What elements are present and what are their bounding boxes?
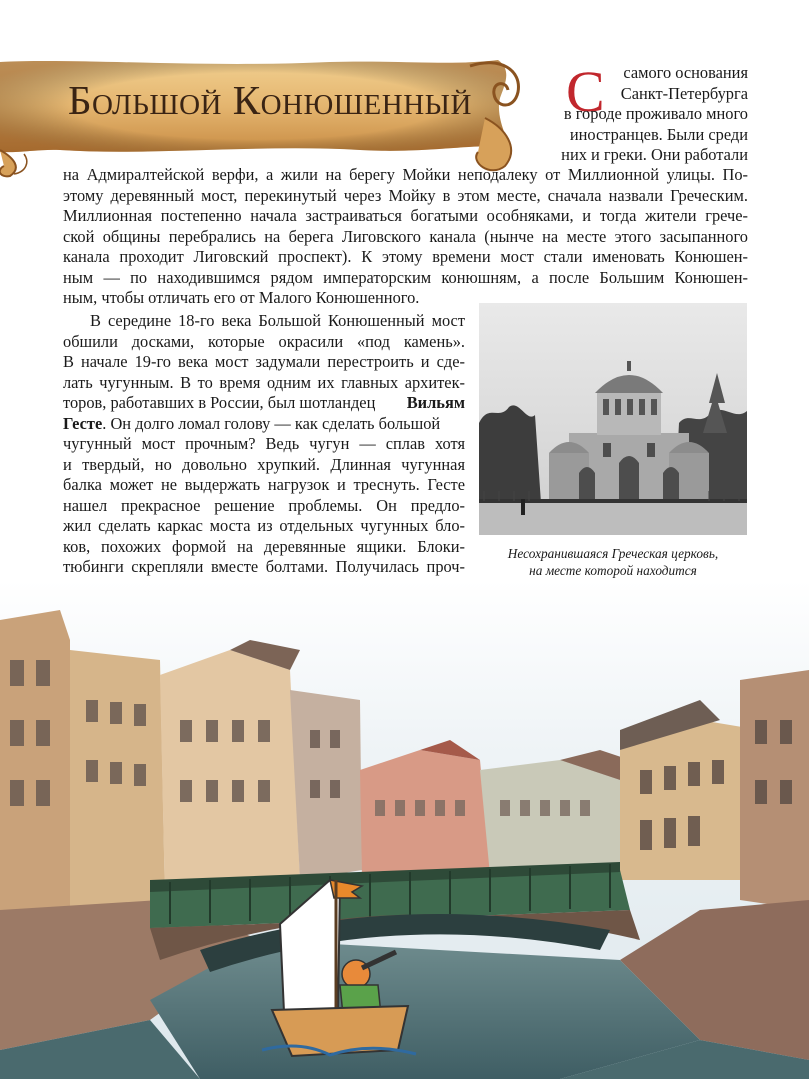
watercolor-scene [0,580,809,1079]
text-line: ным, чтобы отличать его от Малого Конюшенного. [63,288,420,307]
text-line: тюбинги скрепляли вместе болтами. Получилась проч- [63,557,465,576]
intro-line: самого основания [623,63,748,82]
text-line: В начале 19-го века мост задумали перестроить и сде- [63,352,465,371]
church-photo-graphic [479,303,747,535]
text-line: Миллионная постепенно начала застраиваться богатыми особняками, и тогда жители грече- [63,206,748,225]
intro-line: них и греки. Они работали [561,145,748,164]
text-span: торов, работавших в России, был шотландец [63,393,376,412]
text-line: на Адмиралтейской верфи, а жили на берегу Мойки неподалеку от Миллионной улицы. По- [63,165,748,184]
text-line: канала проходит Лиговский проспект). К этому времени мост стали именовать Конюшен- [63,247,748,266]
caption-line: на месте которой находится [529,562,697,578]
text-line: и твердый, но довольно хрупкий. Длинная чугунная [63,454,465,474]
drop-cap: С [566,59,605,124]
text-span: . Он долго ломал голову — как сделать большой [102,413,441,433]
text-line: балка может не выдержать нагрузок и треснуть. Гесте [63,475,465,494]
text-line: обшили досками, которые окрасили «под камень». [63,331,465,351]
text-line: жил сделать каркас моста из отдельных чугунных бло- [63,516,465,535]
intro-line: Санкт-Петербурга [620,83,748,103]
bold-name: Гесте [63,413,103,433]
text-line: В середине 18-го века Большой Конюшенный мост [90,311,465,330]
greek-church-photo [479,303,747,535]
bridge-watercolor-illustration [0,580,809,1079]
bold-name: Вильям [406,393,465,412]
intro-line: иностранцев. Были среди [569,124,748,144]
text-line [63,414,465,435]
caption-line: Несохранившаяся Греческая церковь, [507,546,719,561]
intro-line: в городе проживало много [563,104,748,123]
text-line: нашел прекрасное решение проблемы. Он предло- [63,495,465,515]
text-line: ков, похожих формой на деревянные ящики. Блоки- [63,536,465,556]
text-line [63,393,465,414]
text-line: этому деревянный мост, перекинутый через Мойку в этом месте, сначала назвали Греческим. [63,185,748,205]
text-line: лать чугунным. В то время одним их главных архитек- [63,372,465,392]
page-title: Большой Конюшенный [68,77,472,123]
text-line: чугунный мост прочным? Ведь чугун — сплав хотя [63,434,465,453]
text-line: ской общины перебрались на берега Лиговского канала (нынче на месте этого засыпанного [63,226,748,246]
text-line: ным — по находившимся рядом императорским конюшням, а после Большим Конюшен- [63,267,748,287]
